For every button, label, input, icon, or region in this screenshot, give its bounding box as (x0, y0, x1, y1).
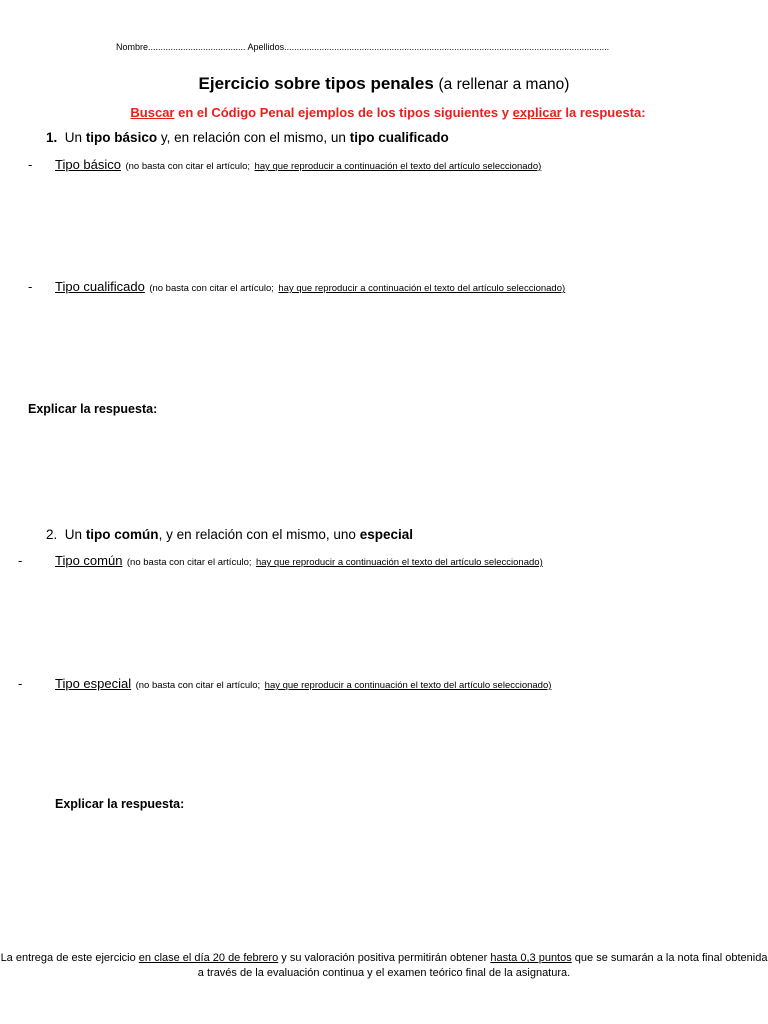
name-fields-line (116, 42, 609, 52)
section-1-text-2: y, en relación con el mismo, un (160, 130, 346, 145)
section-2-heading (46, 527, 413, 542)
footer-text-3: que se sumarán a la nota final obtenida a través de la evaluación continua y el examen teórico final de la asignatura. (197, 952, 768, 979)
item-label: Tipo especial (55, 676, 132, 691)
instruction-buscar: Buscar (130, 105, 175, 120)
section-1-number: 1. (46, 130, 58, 145)
section-1-bold-2: tipo cualificado (349, 130, 449, 145)
item-label: Tipo cualificado (55, 279, 145, 294)
note-underlined: hay que reproducir a continuación el texto del artículo seleccionado) (254, 161, 542, 172)
item-tipo-comun (55, 552, 543, 570)
instruction-line (0, 105, 768, 120)
footer-text-2: y su valoración positiva permitirán obtener (281, 952, 488, 964)
item-label: Tipo común (55, 553, 123, 568)
explicar-respuesta-2: Explicar la respuesta: (55, 797, 185, 811)
footer-note (0, 951, 768, 981)
list-dash: - (18, 676, 23, 691)
item-tipo-basico (55, 156, 541, 174)
note-plain: (no basta con citar el artículo; (126, 557, 252, 568)
section-2-bold-2: especial (359, 527, 413, 542)
title-sub: (a rellenar a mano) (438, 76, 570, 93)
section-2-number: 2. (46, 527, 58, 542)
section-1-heading (46, 130, 449, 145)
nombre-field: Nombre....................................... (116, 42, 246, 52)
page-title (0, 74, 768, 94)
footer-points: hasta 0,3 puntos (490, 952, 572, 964)
item-label: Tipo básico (55, 157, 121, 172)
section-2-text-2: , y en relación con el mismo, uno (158, 527, 356, 542)
section-2-bold-1: tipo común (85, 527, 159, 542)
note-plain: (no basta con citar el artículo; (125, 161, 251, 172)
instruction-middle: en el Código Penal ejemplos de los tipos siguientes y (178, 105, 509, 120)
note-plain: (no basta con citar el artículo; (149, 283, 274, 294)
section-1-bold-1: tipo básico (85, 130, 158, 145)
item-tipo-especial (55, 675, 551, 693)
note-underlined: hay que reproducir a continuación el texto del artículo seleccionado) (264, 680, 552, 691)
footer-date: en clase el día 20 de febrero (138, 952, 279, 964)
list-dash: - (18, 553, 23, 568)
note-underlined: hay que reproducir a continuación el texto del artículo seleccionado) (278, 283, 566, 294)
instruction-explicar: explicar (512, 105, 562, 120)
section-2-text-1: Un (64, 527, 83, 542)
list-dash: - (28, 157, 33, 172)
instruction-end: la respuesta: (565, 105, 646, 120)
footer-text-1: La entrega de este ejercicio (0, 952, 136, 964)
item-tipo-cualificado (55, 278, 565, 296)
explicar-respuesta-1: Explicar la respuesta: (28, 402, 158, 416)
note-underlined: hay que reproducir a continuación el texto del artículo seleccionado) (255, 557, 543, 568)
list-dash: - (28, 279, 33, 294)
section-1-text-1: Un (64, 130, 83, 145)
title-main: Ejercicio sobre tipos penales (198, 74, 434, 93)
note-plain: (no basta con citar el artículo; (135, 680, 261, 691)
apellidos-field: Apellidos.................................................................................................................................. (247, 42, 610, 52)
